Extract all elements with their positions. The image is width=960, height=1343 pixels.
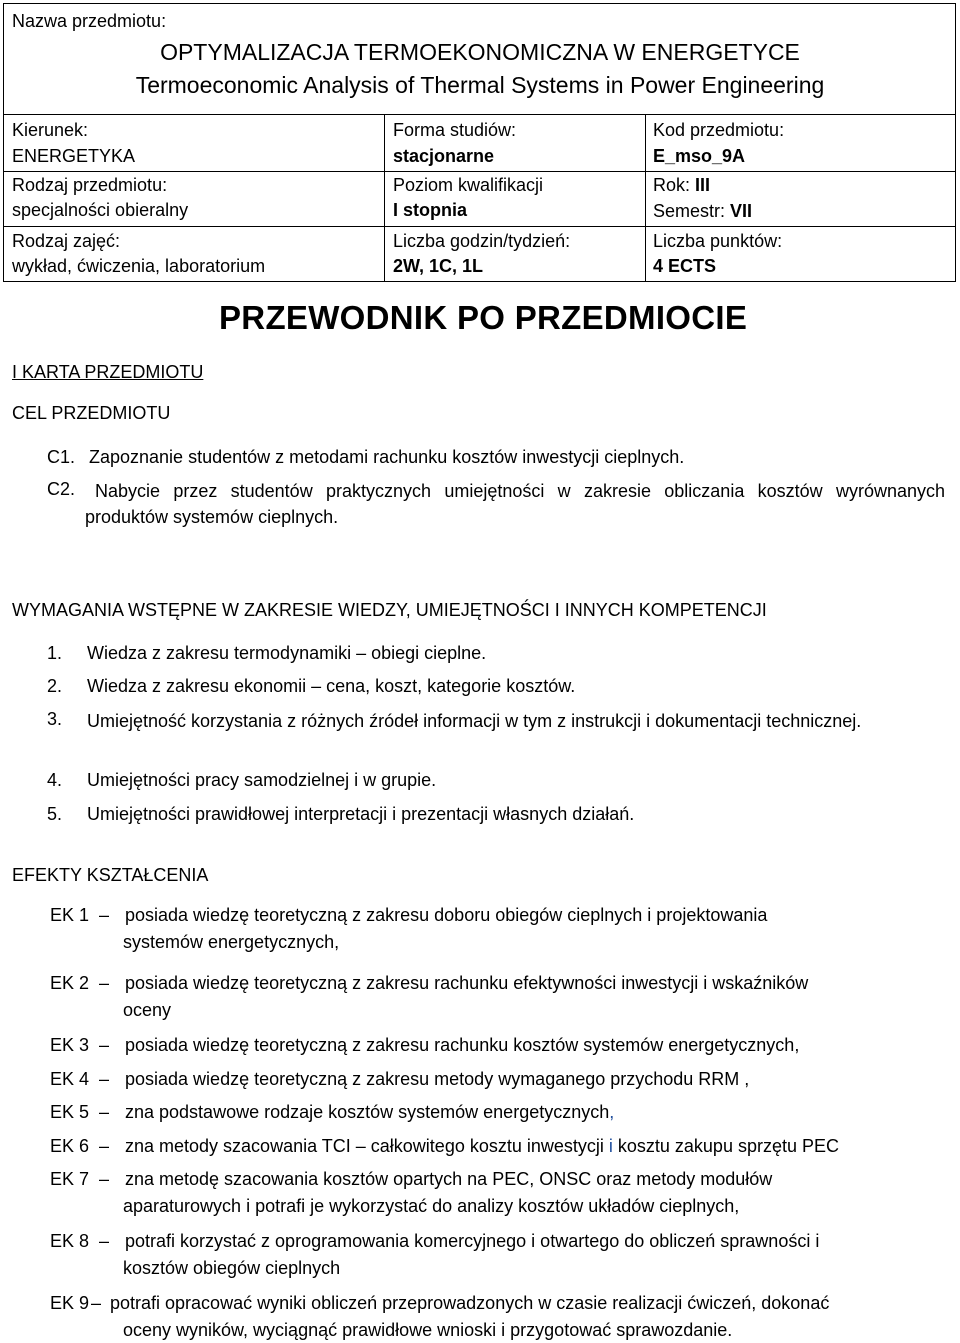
semestr-field bbox=[653, 200, 752, 222]
table-divider bbox=[3, 226, 956, 227]
effect-dash: – bbox=[99, 1136, 110, 1156]
effect-dash: – bbox=[99, 1102, 110, 1122]
rok-field bbox=[653, 174, 710, 196]
requirements-heading: WYMAGANIA WSTĘPNE W ZAKRESIE WIEDZY, UMIEJĘTNOŚCI I INNYCH KOMPETENCJI bbox=[12, 600, 767, 620]
effect-code: EK 9 bbox=[50, 1293, 90, 1313]
table-divider bbox=[3, 171, 956, 172]
requirement-num: 2. bbox=[47, 676, 63, 696]
effect-dash: – bbox=[99, 973, 110, 993]
table-divider bbox=[384, 114, 385, 282]
goal-num: C2. bbox=[47, 479, 76, 499]
requirement-num: 3. bbox=[47, 709, 63, 729]
kierunek-label: Kierunek: bbox=[12, 120, 89, 140]
effect-code: EK 8 bbox=[50, 1231, 90, 1251]
effect-text: posiada wiedzę teoretyczną z zakresu rachunku kosztów systemów energetycznych, bbox=[125, 1035, 800, 1055]
subject-label: Nazwa przedmiotu: bbox=[12, 11, 167, 31]
rodzaj-zajec-label: Rodzaj zajęć: bbox=[12, 231, 121, 251]
effect-code: EK 1 bbox=[50, 905, 90, 925]
effect-text bbox=[125, 1101, 614, 1123]
kierunek-value: ENERGETYKA bbox=[12, 146, 136, 166]
guide-title: PRZEWODNIK PO PRZEDMIOCIE bbox=[219, 299, 748, 336]
requirement-text: Umiejętność korzystania z różnych źródeł informacji w tym z instrukcji i dokumentacji technicznej. bbox=[87, 711, 862, 731]
cel-heading: CEL PRZEDMIOTU bbox=[12, 403, 171, 423]
requirement-text: Wiedza z zakresu ekonomii – cena, koszt, kategorie kosztów. bbox=[87, 676, 576, 696]
effect-text-cont: oceny bbox=[123, 1000, 172, 1020]
semestr-label: Semestr: bbox=[653, 201, 731, 221]
goal-text: Zapoznanie studentów z metodami rachunku kosztów inwestycji cieplnych. bbox=[89, 447, 685, 467]
requirement-text: Umiejętności prawidłowej interpretacji i prezentacji własnych działań. bbox=[87, 804, 635, 824]
requirement-num: 1. bbox=[47, 643, 63, 663]
effect-text-cont: kosztów obiegów cieplnych bbox=[123, 1258, 341, 1278]
karta-heading: I KARTA PRZEDMIOTU bbox=[12, 362, 204, 382]
table-divider bbox=[3, 114, 956, 115]
requirement-num: 4. bbox=[47, 770, 63, 790]
punkty-value: 4 ECTS bbox=[653, 256, 717, 276]
effect-text-mid: i bbox=[608, 1136, 613, 1156]
requirement-text: Umiejętności pracy samodzielnej i w grupie. bbox=[87, 770, 437, 790]
effect-code: EK 5 bbox=[50, 1102, 90, 1122]
requirement-text: Wiedza z zakresu termodynamiki – obiegi cieplne. bbox=[87, 643, 487, 663]
effect-text: posiada wiedzę teoretyczną z zakresu rachunku efektywności inwestycji i wskaźników bbox=[125, 973, 809, 993]
effect-code: EK 4 bbox=[50, 1069, 90, 1089]
effect-text-b: kosztu zakupu sprzętu PEC bbox=[612, 1136, 839, 1156]
effect-text: posiada wiedzę teoretyczną z zakresu doboru obiegów cieplnych i projektowania bbox=[125, 905, 768, 925]
effect-dash: – bbox=[99, 1035, 110, 1055]
effect-code: EK 7 bbox=[50, 1169, 90, 1189]
subject-title-en: Termoeconomic Analysis of Thermal Systems in Power Engineering bbox=[135, 72, 825, 98]
semestr-value: VII bbox=[730, 201, 753, 221]
effect-code: EK 6 bbox=[50, 1136, 90, 1156]
rok-label: Rok: bbox=[653, 175, 696, 195]
effect-dash: – bbox=[99, 905, 110, 925]
godziny-label: Liczba godzin/tydzień: bbox=[393, 231, 571, 251]
effect-text: zna metodę szacowania kosztów opartych na PEC, ONSC oraz metody modułów bbox=[125, 1169, 773, 1189]
goal-num: C1. bbox=[47, 447, 76, 467]
effect-code: EK 3 bbox=[50, 1035, 90, 1055]
effect-text-a: zna metody szacowania TCI – całkowitego kosztu inwestycji bbox=[125, 1136, 609, 1156]
godziny-value: 2W, 1C, 1L bbox=[393, 256, 484, 276]
effect-text-cont: aparaturowych i potrafi je wykorzystać do analizy kosztów układów cieplnych, bbox=[123, 1196, 740, 1216]
subject-title-pl: OPTYMALIZACJA TERMOEKONOMICZNA W ENERGETYCE bbox=[160, 39, 800, 65]
effect-dash: – bbox=[99, 1169, 110, 1189]
rodzaj-zajec-value: wykład, ćwiczenia, laboratorium bbox=[12, 256, 266, 276]
poziom-value: I stopnia bbox=[393, 200, 468, 220]
effect-text-cont: systemów energetycznych, bbox=[123, 932, 340, 952]
effects-heading: EFEKTY KSZTAŁCENIA bbox=[12, 865, 209, 885]
effect-text-main: zna podstawowe rodzaje kosztów systemów energetycznych bbox=[125, 1102, 610, 1122]
effect-text: posiada wiedzę teoretyczną z zakresu metody wymaganego przychodu RRM , bbox=[125, 1069, 750, 1089]
forma-label: Forma studiów: bbox=[393, 120, 517, 140]
effect-text: potrafi opracować wyniki obliczeń przeprowadzonych w czasie realizacji ćwiczeń, dokonać bbox=[110, 1293, 830, 1313]
poziom-label: Poziom kwalifikacji bbox=[393, 175, 544, 195]
effect-text bbox=[125, 1135, 839, 1157]
effect-dash: – bbox=[99, 1231, 110, 1251]
punkty-label: Liczba punktów: bbox=[653, 231, 783, 251]
kod-label: Kod przedmiotu: bbox=[653, 120, 785, 140]
goal-text-content: Nabycie przez studentów praktycznych umiejętności w zakresie obliczania kosztów wyrównanych produktów systemów cieplnych. bbox=[85, 481, 945, 527]
effect-dash: – bbox=[91, 1293, 102, 1313]
table-divider bbox=[645, 114, 646, 282]
effect-text-suffix: , bbox=[609, 1102, 615, 1122]
forma-value: stacjonarne bbox=[393, 146, 495, 166]
requirement-num: 5. bbox=[47, 804, 63, 824]
effect-code: EK 2 bbox=[50, 973, 90, 993]
effect-text-cont: oceny wyników, wyciągnąć prawidłowe wnioski i przygotować sprawozdanie. bbox=[123, 1320, 733, 1340]
rok-value: III bbox=[695, 175, 711, 195]
rodzaj-przedmiotu-value: specjalności obieralny bbox=[12, 200, 189, 220]
effect-text: potrafi korzystać z oprogramowania komercyjnego i otwartego do obliczeń sprawności i bbox=[125, 1231, 820, 1251]
goal-text bbox=[85, 478, 945, 530]
kod-value: E_mso_9A bbox=[653, 146, 746, 166]
effect-dash: – bbox=[99, 1069, 110, 1089]
rodzaj-przedmiotu-label: Rodzaj przedmiotu: bbox=[12, 175, 168, 195]
